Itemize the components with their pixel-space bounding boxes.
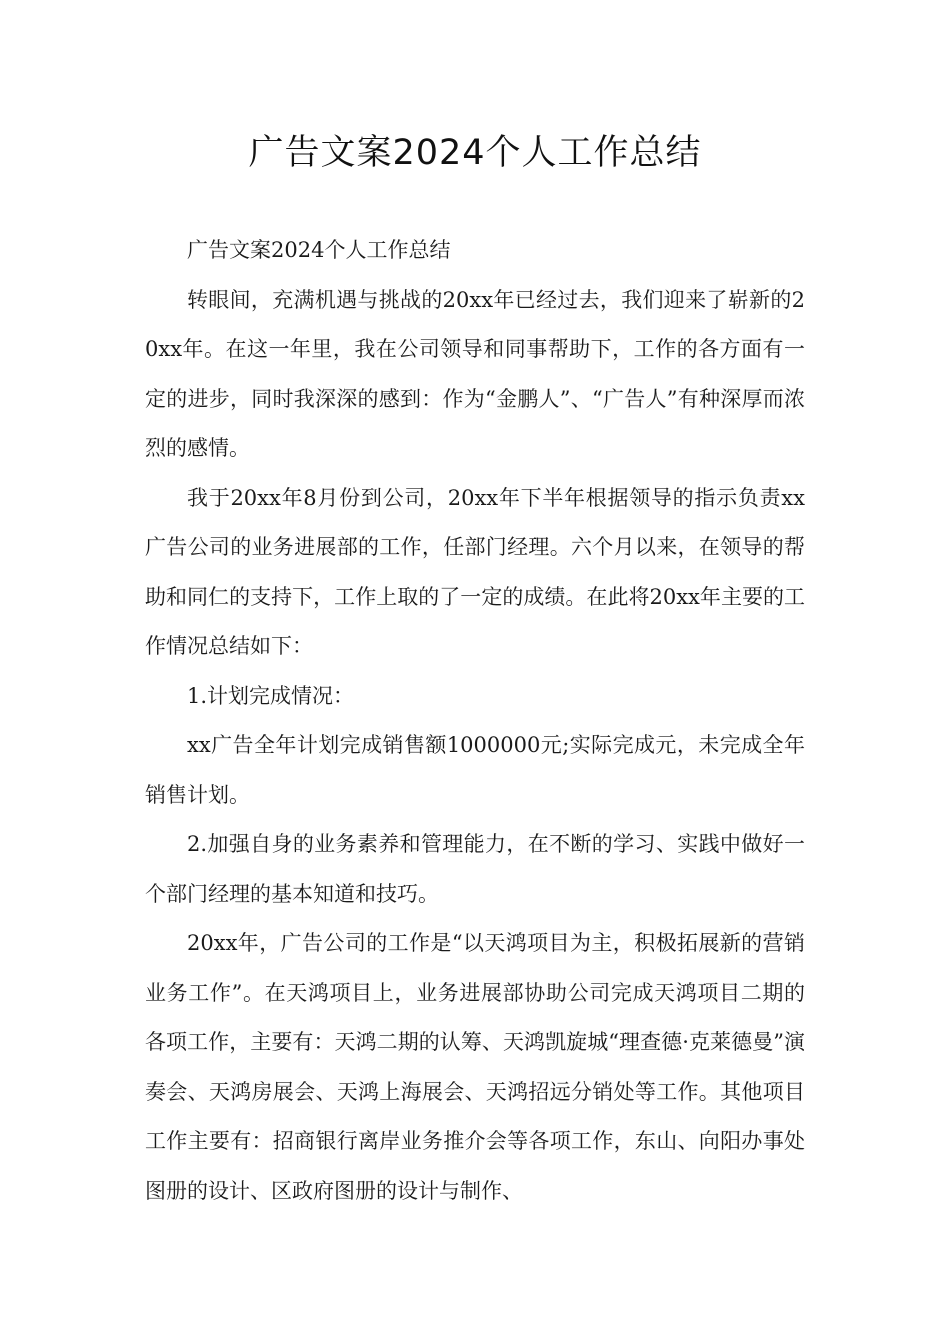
document-body [145, 226, 805, 1216]
paragraph-background: 我于20xx年8月份到公司，20xx年下半年根据领导的指示负责xx广告公司的业务进展部的工作，任部门经理。六个月以来，在领导的帮助和同仁的支持下，工作上取的了一定的成绩。在此将20xx年主要的工作情况总结如下： [145, 485, 805, 658]
paragraph-section-2: 2.加强自身的业务素养和管理能力，在不断的学习、实践中做好一个部门经理的基本知道和技巧。 [145, 832, 805, 906]
paragraph-project-work: 20xx年，广告公司的工作是“以天鸿项目为主，积极拓展新的营销业务工作”。在天鸿项目上，业务进展部协助公司完成天鸿项目二期的各项工作，主要有：天鸿二期的认筹、天鸿凯旋城“理查德·克莱德曼”演奏会、天鸿房展会、天鸿上海展会、天鸿招远分销处等工作。其他项目工作主要有：招商银行离岸业务推介会等各项工作，东山、向阳办事处图册的设计、区政府图册的设计与制作、 [145, 931, 805, 1203]
paragraph-intro: 转眼间，充满机遇与挑战的20xx年已经过去，我们迎来了崭新的20xx年。在这一年里，我在公司领导和同事帮助下，工作的各方面有一定的进步，同时我深深的感到：作为“金鹏人”、“广告人”有种深厚而浓烈的感情。 [145, 287, 805, 460]
paragraph-section-1-heading: 1.计划完成情况： [187, 683, 355, 708]
document-title: 广告文案2024个人工作总结 [248, 133, 702, 173]
paragraph-sales-target: xx广告全年计划完成销售额1000000元;实际完成元，未完成全年销售计划。 [145, 733, 805, 807]
paragraph-subtitle: 广告文案2024个人工作总结 [187, 238, 451, 262]
